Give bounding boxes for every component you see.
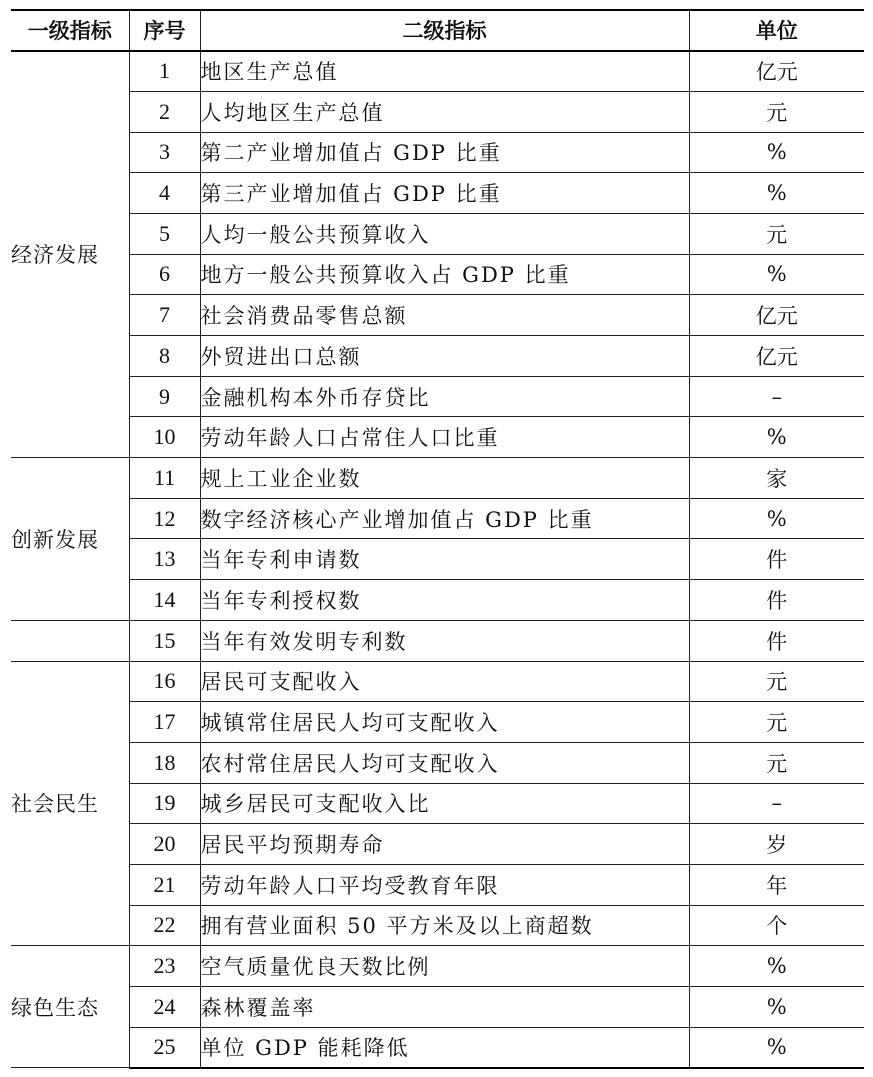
level2-indicator-cell: 城乡居民可支配收入比 xyxy=(200,783,689,824)
seq-number-cell: 10 xyxy=(129,417,200,458)
table-row xyxy=(11,580,864,621)
unit-cell: 亿元 xyxy=(689,336,864,377)
unit-cell: 元 xyxy=(689,91,864,132)
table-row xyxy=(11,702,864,743)
seq-number-cell: 18 xyxy=(129,742,200,783)
level1-indicator-cell: 经济发展 xyxy=(11,51,129,458)
unit-cell: % xyxy=(689,173,864,214)
table-row xyxy=(11,295,864,336)
seq-number-cell: 1 xyxy=(129,51,200,92)
seq-number-cell: 16 xyxy=(129,661,200,702)
level2-indicator-cell: 农村常住居民人均可支配收入 xyxy=(200,742,689,783)
seq-number-cell: 5 xyxy=(129,213,200,254)
level2-indicator-cell: 城镇常住居民人均可支配收入 xyxy=(200,702,689,743)
table-row xyxy=(11,458,864,499)
level2-indicator-cell: 空气质量优良天数比例 xyxy=(200,946,689,987)
seq-number-cell: 23 xyxy=(129,946,200,987)
level2-indicator-cell: 劳动年龄人口平均受教育年限 xyxy=(200,864,689,905)
unit-cell: 元 xyxy=(689,661,864,702)
table-row xyxy=(11,987,864,1028)
level2-indicator-cell: 地方一般公共预算收入占 GDP 比重 xyxy=(200,254,689,295)
table-row xyxy=(11,51,864,92)
header-unit: 单位 xyxy=(689,10,864,51)
table-row xyxy=(11,336,864,377)
table-row xyxy=(11,91,864,132)
seq-number-cell: 15 xyxy=(129,620,200,661)
level2-indicator-cell: 森林覆盖率 xyxy=(200,987,689,1028)
seq-number-cell: 9 xyxy=(129,376,200,417)
unit-cell: 元 xyxy=(689,702,864,743)
level2-indicator-cell: 数字经济核心产业增加值占 GDP 比重 xyxy=(200,498,689,539)
seq-number-cell: 24 xyxy=(129,987,200,1028)
unit-cell: % xyxy=(689,987,864,1028)
header-level2: 二级指标 xyxy=(200,10,689,51)
table-row xyxy=(11,864,864,905)
table-row xyxy=(11,498,864,539)
seq-number-cell: 12 xyxy=(129,498,200,539)
level2-indicator-cell: 金融机构本外币存贷比 xyxy=(200,376,689,417)
level2-indicator-cell: 外贸进出口总额 xyxy=(200,336,689,377)
level1-indicator-cell: 创新发展 xyxy=(11,458,129,621)
seq-number-cell: 6 xyxy=(129,254,200,295)
level2-indicator-cell: 居民可支配收入 xyxy=(200,661,689,702)
table-row xyxy=(11,946,864,987)
level2-indicator-cell: 当年有效发明专利数 xyxy=(200,620,689,661)
header-row xyxy=(11,10,864,51)
level2-indicator-cell: 拥有营业面积 50 平方米及以上商超数 xyxy=(200,905,689,946)
unit-cell: – xyxy=(689,783,864,824)
unit-cell: % xyxy=(689,946,864,987)
level2-indicator-cell: 地区生产总值 xyxy=(200,51,689,92)
header-level1: 一级指标 xyxy=(11,10,129,51)
level2-indicator-cell: 当年专利申请数 xyxy=(200,539,689,580)
table-body xyxy=(11,51,864,1068)
unit-cell: 年 xyxy=(689,864,864,905)
level2-indicator-cell: 人均地区生产总值 xyxy=(200,91,689,132)
table-row xyxy=(11,620,864,661)
seq-number-cell: 3 xyxy=(129,132,200,173)
level2-indicator-cell: 规上工业企业数 xyxy=(200,458,689,499)
table-row xyxy=(11,1027,864,1068)
seq-number-cell: 20 xyxy=(129,824,200,865)
unit-cell: 亿元 xyxy=(689,295,864,336)
level2-indicator-cell: 居民平均预期寿命 xyxy=(200,824,689,865)
table-row xyxy=(11,824,864,865)
unit-cell: 件 xyxy=(689,539,864,580)
level2-indicator-cell: 社会消费品零售总额 xyxy=(200,295,689,336)
level2-indicator-cell: 第三产业增加值占 GDP 比重 xyxy=(200,173,689,214)
level2-indicator-cell: 单位 GDP 能耗降低 xyxy=(200,1027,689,1068)
unit-cell: 岁 xyxy=(689,824,864,865)
seq-number-cell: 8 xyxy=(129,336,200,377)
level2-indicator-cell: 劳动年龄人口占常住人口比重 xyxy=(200,417,689,458)
seq-number-cell: 22 xyxy=(129,905,200,946)
unit-cell: % xyxy=(689,417,864,458)
level1-indicator-cell: 绿色生态 xyxy=(11,946,129,1068)
seq-number-cell: 4 xyxy=(129,173,200,214)
table-row xyxy=(11,742,864,783)
level1-indicator-cell xyxy=(11,620,129,661)
indicator-table xyxy=(11,9,864,1069)
table-row xyxy=(11,783,864,824)
level2-indicator-cell: 第二产业增加值占 GDP 比重 xyxy=(200,132,689,173)
table-row xyxy=(11,213,864,254)
seq-number-cell: 19 xyxy=(129,783,200,824)
table-row xyxy=(11,905,864,946)
seq-number-cell: 11 xyxy=(129,458,200,499)
unit-cell: 元 xyxy=(689,742,864,783)
table-row xyxy=(11,173,864,214)
unit-cell: – xyxy=(689,376,864,417)
table-row xyxy=(11,417,864,458)
unit-cell: % xyxy=(689,254,864,295)
unit-cell: % xyxy=(689,132,864,173)
seq-number-cell: 21 xyxy=(129,864,200,905)
level2-indicator-cell: 人均一般公共预算收入 xyxy=(200,213,689,254)
unit-cell: % xyxy=(689,1027,864,1068)
seq-number-cell: 7 xyxy=(129,295,200,336)
unit-cell: 家 xyxy=(689,458,864,499)
level1-indicator-cell: 社会民生 xyxy=(11,661,129,946)
table-row xyxy=(11,254,864,295)
table-row xyxy=(11,376,864,417)
table-row xyxy=(11,539,864,580)
unit-cell: % xyxy=(689,498,864,539)
header-seq: 序号 xyxy=(129,10,200,51)
unit-cell: 件 xyxy=(689,620,864,661)
unit-cell: 件 xyxy=(689,580,864,621)
seq-number-cell: 25 xyxy=(129,1027,200,1068)
level2-indicator-cell: 当年专利授权数 xyxy=(200,580,689,621)
seq-number-cell: 2 xyxy=(129,91,200,132)
seq-number-cell: 13 xyxy=(129,539,200,580)
unit-cell: 亿元 xyxy=(689,51,864,92)
table-row xyxy=(11,132,864,173)
seq-number-cell: 14 xyxy=(129,580,200,621)
seq-number-cell: 17 xyxy=(129,702,200,743)
table-row xyxy=(11,661,864,702)
unit-cell: 个 xyxy=(689,905,864,946)
unit-cell: 元 xyxy=(689,213,864,254)
